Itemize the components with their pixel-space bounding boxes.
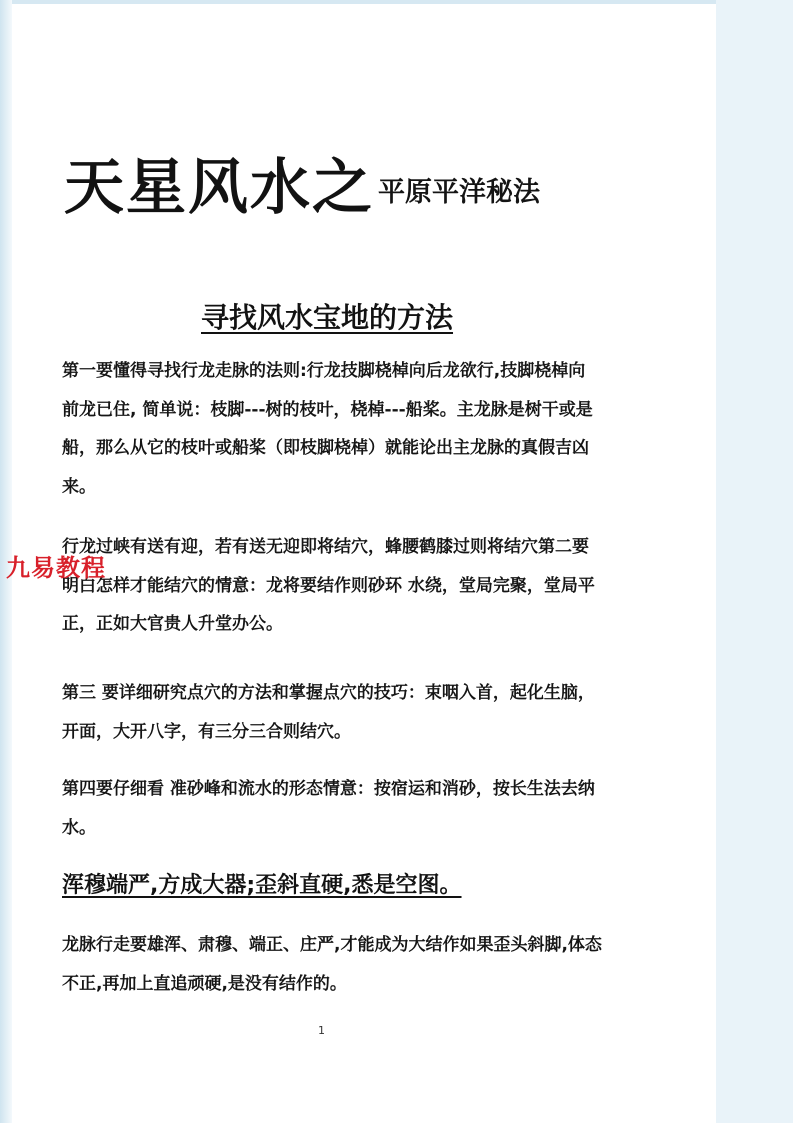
- subheading: 浑穆端严,方成大器;歪斜直硬,悉是空图。: [62, 873, 462, 898]
- paragraph-1: [62, 352, 602, 506]
- watermark-logo: 九易教程: [6, 554, 106, 582]
- closing-paragraph: [62, 926, 602, 1003]
- page-number: 1: [318, 1024, 325, 1037]
- paragraph-text: 第三 要详细研究点穴的方法和掌握点穴的技巧：束咽入首，起化生脑，开面，大开八字，有三分三合则结穴。: [62, 683, 595, 742]
- paragraph-4: [62, 770, 602, 847]
- paragraph-text: 第四要仔细看 准砂峰和流水的形态情意：按宿运和消砂，按长生法去纳水。: [62, 779, 595, 838]
- document-subtitle: 平原平洋秘法: [378, 177, 540, 208]
- paragraph-text: 第一要懂得寻找行龙走脉的法则:行龙技脚桡棹向后龙欲行,技脚桡棹向前龙已住, 简单说：枝脚---树的枝叶，桡棹---船桨。主龙脉是树干或是船，那么从它的枝叶或船桨（即枝脚桡棹）就能论出主龙脉的真假吉凶来。: [62, 361, 593, 497]
- paragraph-3: [62, 674, 602, 751]
- document-title: 天星风水之: [64, 153, 374, 223]
- scan-edge-right: [716, 0, 793, 1123]
- section-heading: 寻找风水宝地的方法: [201, 301, 454, 334]
- paragraph-text: 行龙过峡有送有迎，若有送无迎即将结穴，蜂腰鹤膝过则将结穴第二要明白怎样才能结穴的情意：龙将要结作则砂环 水绕，堂局完聚，堂局平正，正如大官贵人升堂办公。: [62, 537, 595, 634]
- paragraph-2: [62, 528, 602, 644]
- paragraph-text: 龙脉行走要雄浑、肃穆、端正、庄严,才能成为大结作如果歪头斜脚,体态不正,再加上直追顽硬,是没有结作的。: [62, 935, 602, 994]
